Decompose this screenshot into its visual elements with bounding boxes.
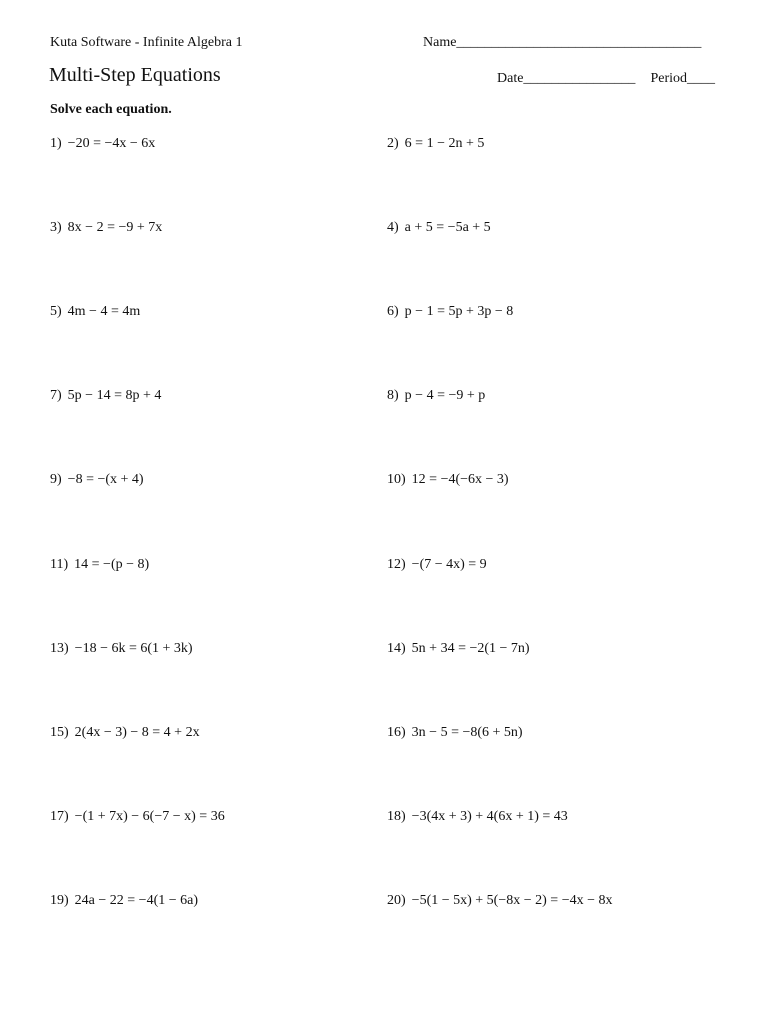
problem-3 [50,220,162,236]
name-field: Name___________________________________ [423,35,702,50]
problem-4 [387,220,491,236]
problem-number: 6) [387,304,399,319]
problem-16 [387,725,523,741]
problem-equation: −3(4x + 3) + 4(6x + 1) = 43 [411,809,568,824]
problem-8 [387,388,485,404]
problem-equation: −18 − 6k = 6(1 + 3k) [74,641,193,656]
problem-15 [50,725,200,741]
problem-11 [50,557,149,573]
software-label: Kuta Software - Infinite Algebra 1 [50,35,243,50]
problem-number: 15) [50,725,69,740]
problem-equation: 4m − 4 = 4m [67,304,141,319]
problem-number: 9) [50,472,62,487]
problem-number: 14) [387,641,406,656]
problem-equation: −5(1 − 5x) + 5(−8x − 2) = −4x − 8x [411,893,613,908]
problem-1 [50,136,155,152]
problem-equation: 2(4x − 3) − 8 = 4 + 2x [74,725,200,740]
problem-number: 19) [50,893,69,908]
problem-9 [50,472,144,488]
problem-19 [50,893,198,909]
problem-equation: p − 4 = −9 + p [404,388,486,403]
problem-equation: 3n − 5 = −8(6 + 5n) [411,725,523,740]
problem-14 [387,641,530,657]
problem-number: 3) [50,220,62,235]
problem-number: 8) [387,388,399,403]
problem-equation: −(7 − 4x) = 9 [411,557,487,572]
problem-6 [387,304,513,320]
problem-number: 12) [387,557,406,572]
problem-equation: 5n + 34 = −2(1 − 7n) [411,641,530,656]
date-field: Date________________ [497,71,636,86]
problem-equation: 5p − 14 = 8p + 4 [67,388,162,403]
problem-equation: 24a − 22 = −4(1 − 6a) [74,893,199,908]
problem-number: 17) [50,809,69,824]
problem-17 [50,809,225,825]
problem-number: 7) [50,388,62,403]
problem-number: 18) [387,809,406,824]
problem-5 [50,304,140,320]
problem-10 [387,472,509,488]
problem-number: 5) [50,304,62,319]
problem-20 [387,893,612,909]
problem-13 [50,641,193,657]
problem-equation: p − 1 = 5p + 3p − 8 [404,304,514,319]
problem-number: 1) [50,136,62,151]
problem-number: 13) [50,641,69,656]
date-period-fields [497,71,715,87]
problem-18 [387,809,568,825]
problem-equation: 12 = −4(−6x − 3) [411,472,509,487]
problem-number: 2) [387,136,399,151]
problem-equation: 6 = 1 − 2n + 5 [404,136,485,151]
problem-equation: 8x − 2 = −9 + 7x [67,220,163,235]
worksheet-title: Multi-Step Equations [49,64,221,86]
problem-equation: 14 = −(p − 8) [74,557,150,572]
instructions: Solve each equation. [50,102,172,117]
problem-2 [387,136,484,152]
problem-equation: a + 5 = −5a + 5 [404,220,491,235]
problem-number: 10) [387,472,406,487]
problem-number: 4) [387,220,399,235]
problem-number: 20) [387,893,406,908]
problem-number: 11) [50,557,69,572]
problem-equation: −(1 + 7x) − 6(−7 − x) = 36 [74,809,225,824]
problem-equation: −8 = −(x + 4) [67,472,144,487]
problem-12 [387,557,487,573]
problem-7 [50,388,161,404]
period-field: Period____ [650,71,715,86]
problem-number: 16) [387,725,406,740]
problem-equation: −20 = −4x − 6x [67,136,156,151]
